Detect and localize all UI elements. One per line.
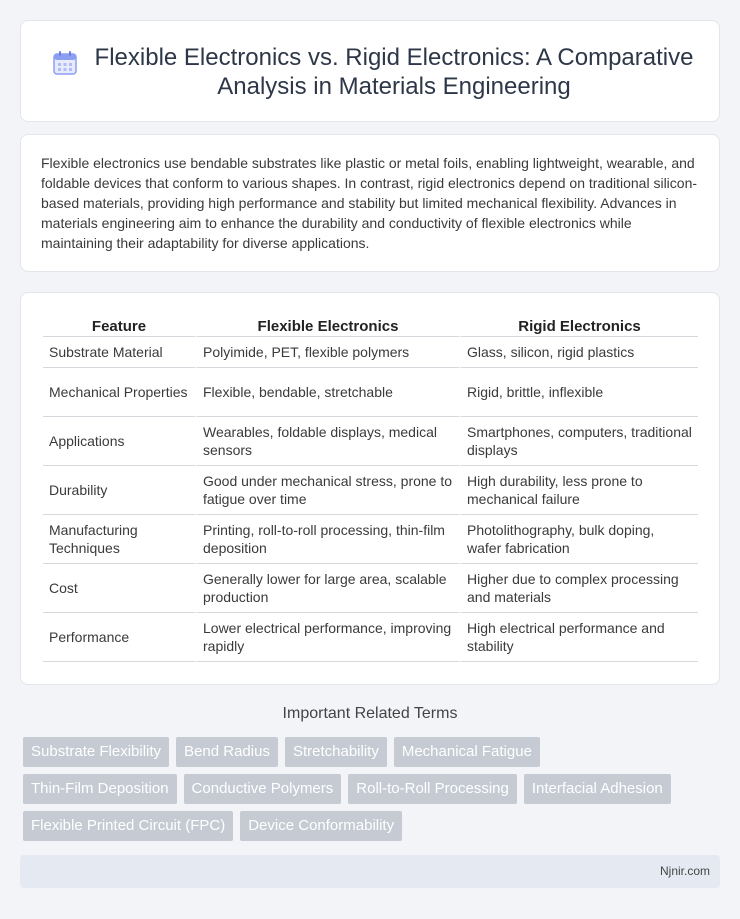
term-tag[interactable]: Conductive Polymers bbox=[184, 774, 342, 804]
cell-feature: Durability bbox=[43, 466, 195, 515]
table-row bbox=[43, 417, 698, 466]
cell-rigid: High durability, less prone to mechanical failure bbox=[459, 466, 698, 515]
title-card bbox=[20, 20, 720, 122]
related-terms-list bbox=[23, 737, 713, 848]
table-row bbox=[43, 515, 698, 564]
table-row bbox=[43, 466, 698, 515]
comparison-table bbox=[43, 315, 698, 662]
cell-flexible: Polyimide, PET, flexible polymers bbox=[195, 337, 459, 368]
cell-rigid: Higher due to complex processing and materials bbox=[459, 564, 698, 613]
cell-rigid: Rigid, brittle, inflexible bbox=[459, 368, 698, 417]
cell-flexible: Wearables, foldable displays, medical sensors bbox=[195, 417, 459, 466]
cell-rigid: High electrical performance and stability bbox=[459, 613, 698, 662]
header-flexible: Flexible Electronics bbox=[195, 315, 459, 337]
cell-flexible: Printing, roll-to-roll processing, thin-film deposition bbox=[195, 515, 459, 564]
header-feature: Feature bbox=[43, 315, 195, 337]
footer-site-name[interactable]: Njnir.com bbox=[659, 864, 710, 878]
intro-paragraph: Flexible electronics use bendable substrates like plastic or metal foils, enabling lightweight, wearable, and foldable devices that conform to various shapes. In contrast, rigid electronics depend on traditional silicon-based materials, providing high performance and stability but limited mechanical flexibility. Advances in materials engineering aim to enhance the durability and conductivity of flexible electronics while maintaining their adaptability for diverse applications. bbox=[41, 155, 698, 251]
term-tag[interactable]: Mechanical Fatigue bbox=[394, 737, 540, 767]
cell-feature: Substrate Material bbox=[43, 337, 195, 368]
cell-rigid: Glass, silicon, rigid plastics bbox=[459, 337, 698, 368]
related-terms-heading: Important Related Terms bbox=[282, 705, 458, 722]
calendar-icon bbox=[51, 49, 79, 77]
comparison-table-card bbox=[20, 292, 720, 685]
term-tag[interactable]: Thin-Film Deposition bbox=[23, 774, 177, 804]
term-tag[interactable]: Bend Radius bbox=[176, 737, 278, 767]
term-tag[interactable]: Substrate Flexibility bbox=[23, 737, 169, 767]
cell-feature: Manufacturing Techniques bbox=[43, 515, 195, 564]
term-tag[interactable]: Stretchability bbox=[285, 737, 387, 767]
table-row bbox=[43, 337, 698, 368]
cell-feature: Performance bbox=[43, 613, 195, 662]
cell-feature: Applications bbox=[43, 417, 195, 466]
table-row bbox=[43, 613, 698, 662]
cell-flexible: Good under mechanical stress, prone to fatigue over time bbox=[195, 466, 459, 515]
table-header-row bbox=[43, 315, 698, 337]
intro-card bbox=[20, 134, 720, 272]
cell-feature: Mechanical Properties bbox=[43, 368, 195, 417]
cell-flexible: Flexible, bendable, stretchable bbox=[195, 368, 459, 417]
footer bbox=[20, 855, 720, 888]
page-title: Flexible Electronics vs. Rigid Electronics: A Comparative Analysis in Materials Engineering bbox=[94, 44, 694, 100]
cell-flexible: Lower electrical performance, improving rapidly bbox=[195, 613, 459, 662]
cell-rigid: Photolithography, bulk doping, wafer fabrication bbox=[459, 515, 698, 564]
cell-rigid: Smartphones, computers, traditional displays bbox=[459, 417, 698, 466]
term-tag[interactable]: Interfacial Adhesion bbox=[524, 774, 671, 804]
table-row bbox=[43, 368, 698, 417]
term-tag[interactable]: Flexible Printed Circuit (FPC) bbox=[23, 811, 233, 841]
term-tag[interactable]: Device Conformability bbox=[240, 811, 402, 841]
cell-feature: Cost bbox=[43, 564, 195, 613]
table-row bbox=[43, 564, 698, 613]
term-tag[interactable]: Roll-to-Roll Processing bbox=[348, 774, 517, 804]
header-rigid: Rigid Electronics bbox=[459, 315, 698, 337]
cell-flexible: Generally lower for large area, scalable production bbox=[195, 564, 459, 613]
